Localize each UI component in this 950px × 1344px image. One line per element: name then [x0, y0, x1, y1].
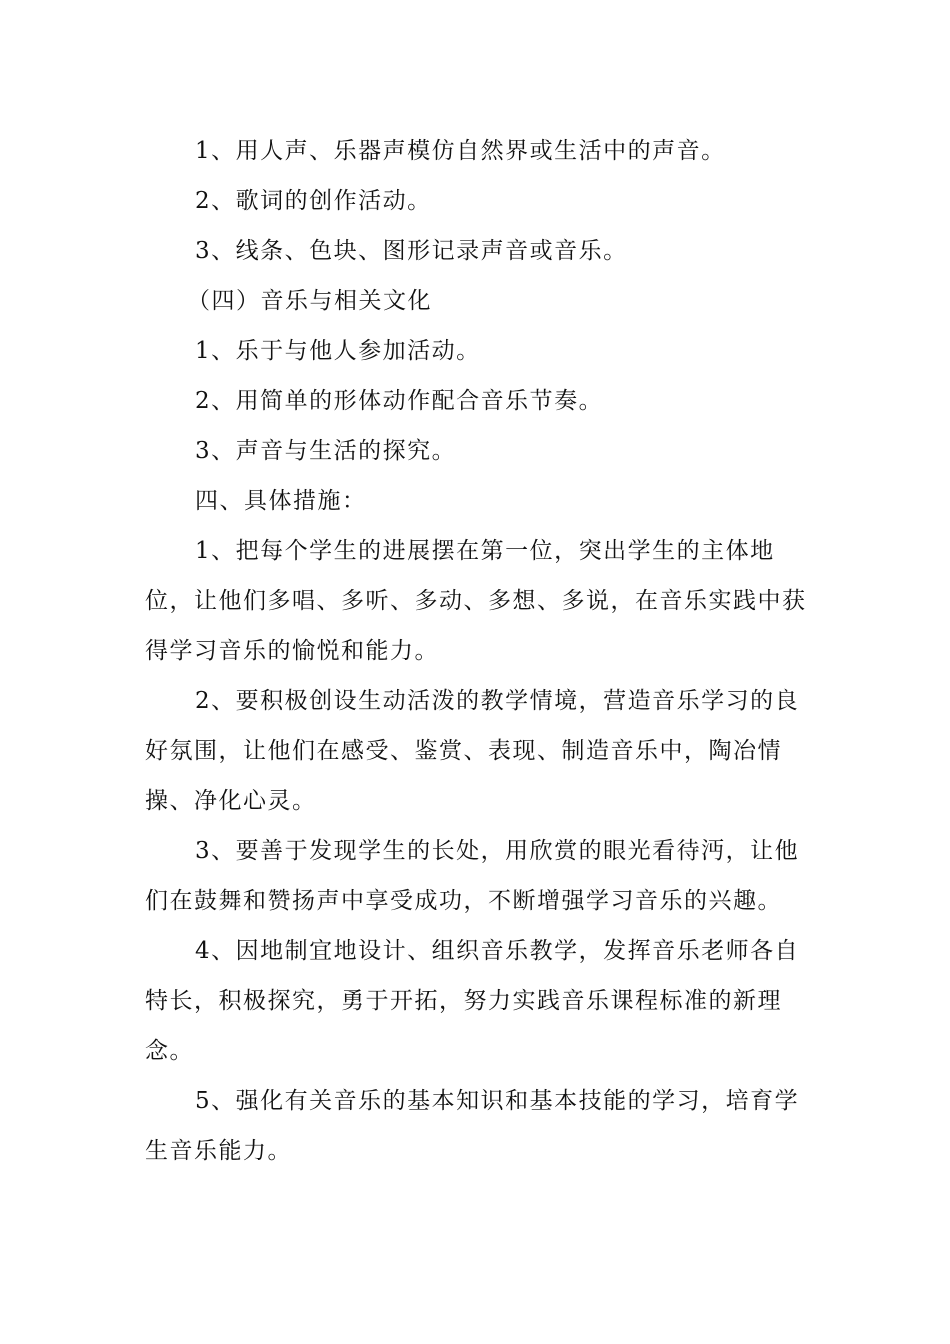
paragraph-5: 2、用简单的形体动作配合音乐节奏。 — [195, 388, 604, 414]
paragraph-1: 1、用人声、乐器声模仿自然界或生活中的声音。 — [195, 138, 726, 164]
measure-4: 4、因地制宜地设计、组织音乐教学，发挥音乐老师各自特长，积极探究，勇于开拓，努力实践音乐课程标准的新理念。 — [145, 938, 800, 1064]
measure-1: 1、把每个学生的进展摆在第一位，突出学生的主体地位，让他们多唱、多听、多动、多想、多说，在音乐实践中获得学习音乐的愉悦和能力。 — [145, 538, 807, 664]
paragraph-4: 1、乐于与他人参加活动。 — [195, 338, 481, 364]
document-body — [145, 126, 810, 1176]
section-heading-music-culture: （四）音乐与相关文化 — [187, 288, 432, 314]
paragraph-2: 2、歌词的创作活动。 — [195, 188, 432, 214]
section-heading-measures: 四、具体措施： — [195, 488, 367, 514]
measure-5: 5、强化有关音乐的基本知识和基本技能的学习，培育学生音乐能力。 — [145, 1088, 800, 1164]
measure-3: 3、要善于发现学生的长处，用欣赏的眼光看待沔，让他们在鼓舞和赞扬声中享受成功，不断增强学习音乐的兴趣。 — [145, 838, 800, 914]
measure-2: 2、要积极创设生动活泼的教学情境，营造音乐学习的良好氛围，让他们在感受、鉴赏、表现、制造音乐中，陶冶情操、净化心灵。 — [145, 688, 800, 814]
paragraph-3: 3、线条、色块、图形记录声音或音乐。 — [195, 238, 628, 264]
paragraph-6: 3、声音与生活的探究。 — [195, 438, 457, 464]
